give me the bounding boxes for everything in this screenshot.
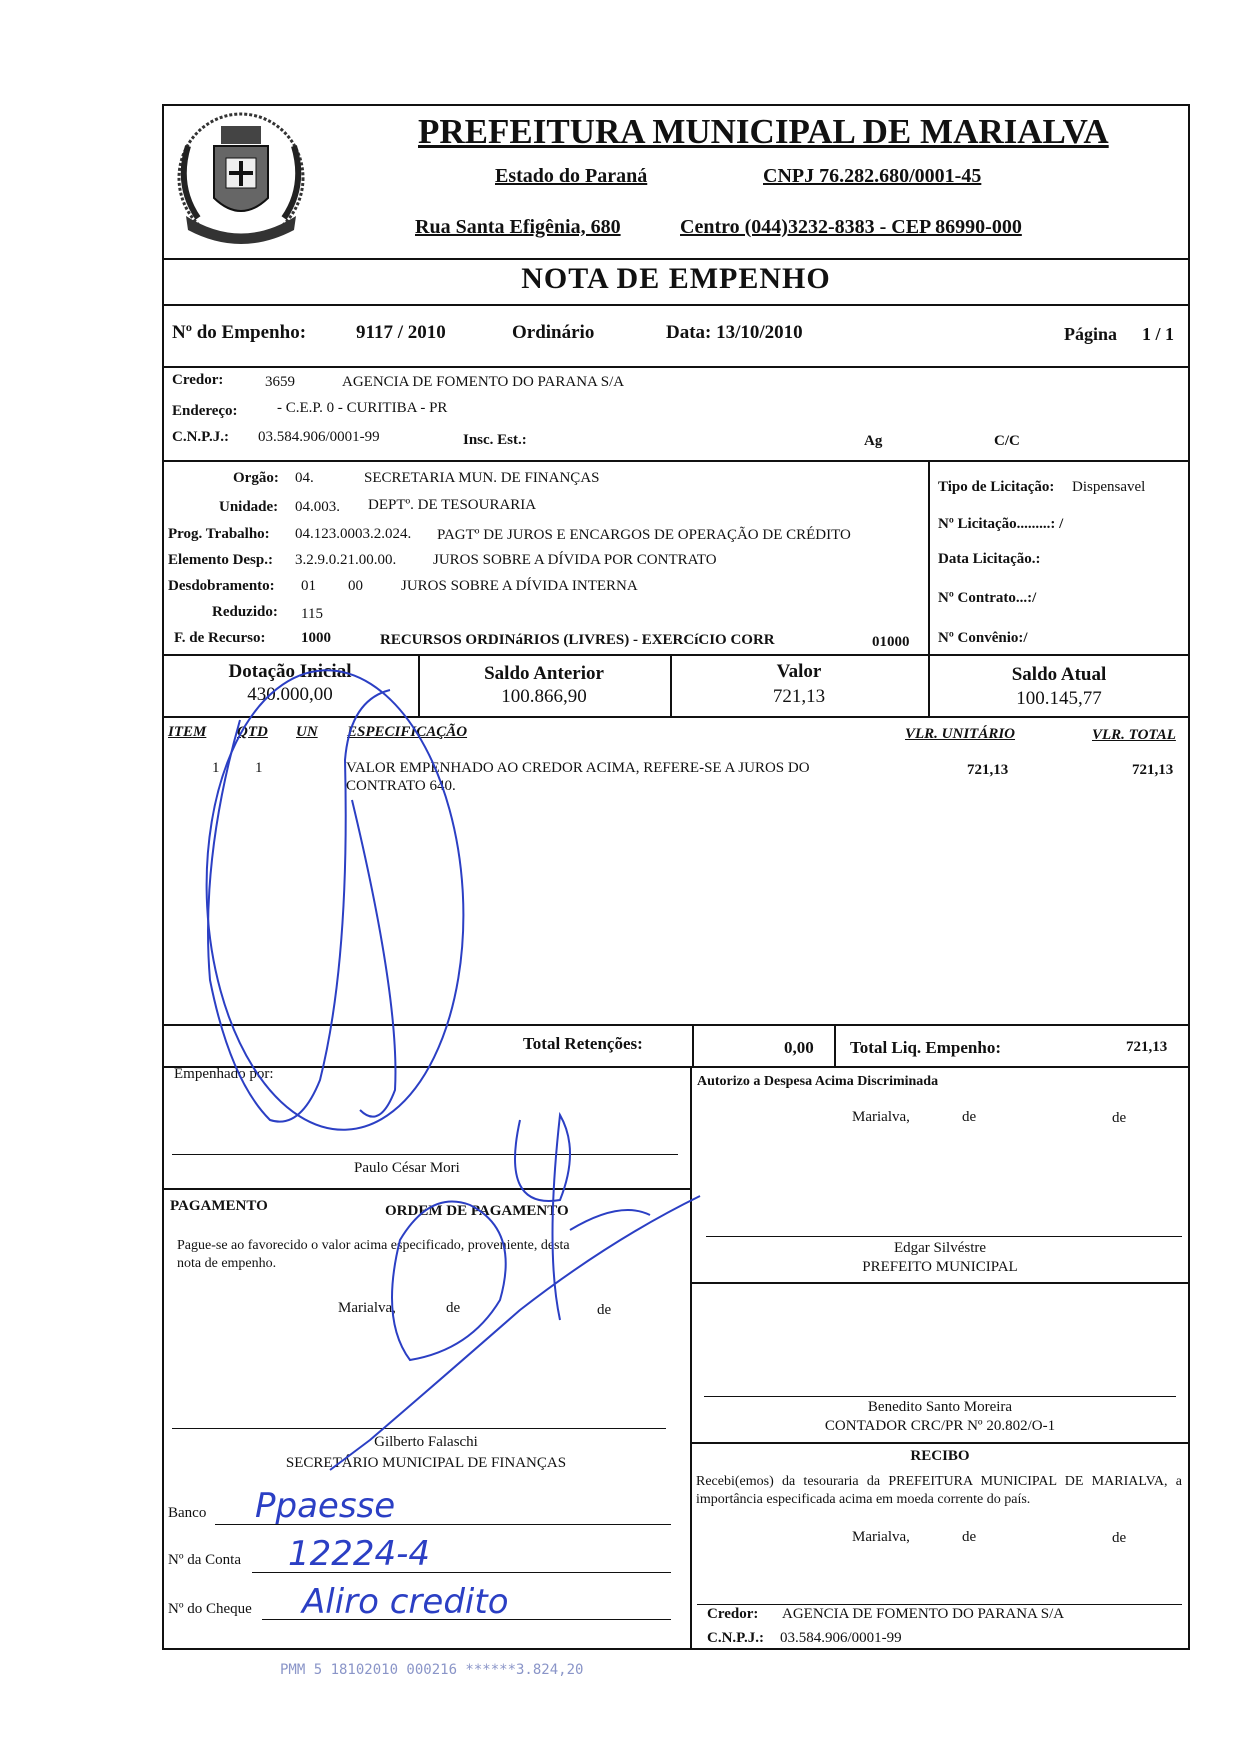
item-description-cont: CONTRATO 640.: [346, 778, 456, 794]
item-qtd: 1: [255, 760, 263, 776]
cc-label: C/C: [994, 433, 1020, 449]
contador-name: Benedito Santo Moreira: [867, 1399, 1013, 1415]
pagamento-label: PAGAMENTO: [170, 1198, 268, 1214]
col-qtd: QTD: [237, 724, 268, 740]
item-description: VALOR EMPENHADO AO CREDOR ACIMA, REFERE-SE A JUROS DO: [346, 760, 810, 776]
col-item: ITEM: [168, 724, 207, 740]
desdobramento-b: 00: [348, 578, 363, 594]
cnpj-label: CNPJ 76.282.680/0001-45: [763, 165, 982, 187]
elemento-name: JUROS SOBRE A DÍVIDA POR CONTRATO: [433, 552, 717, 568]
pagamento-place: Marialva,: [338, 1300, 396, 1316]
recibo-credor-label: Credor:: [707, 1606, 759, 1622]
empenhado-por-name: Paulo César Mori: [354, 1160, 460, 1176]
unidade-name: DEPTº. DE TESOURARIA: [368, 497, 537, 513]
recibo-de-2: de: [1112, 1530, 1127, 1546]
total-liquido-label: Total Liq. Empenho:: [850, 1038, 1001, 1057]
reduzido-label: Reduzido:: [212, 604, 278, 620]
divider: [162, 304, 1190, 306]
reduzido-value: 115: [301, 606, 323, 622]
divider: [834, 1024, 836, 1066]
saldo-anterior-label: Saldo Anterior: [484, 663, 604, 684]
divider: [690, 1442, 1190, 1444]
page-number: 1 / 1: [1142, 324, 1175, 344]
recibo-cnpj-label: C.N.P.J.:: [707, 1630, 764, 1646]
saldo-anterior-value: 100.866,90: [501, 686, 587, 707]
elemento-code: 3.2.9.0.21.00.00.: [295, 552, 397, 568]
signature-line: [704, 1396, 1176, 1397]
col-especificacao: ESPECIFICAÇÃO: [347, 724, 468, 740]
dotacao-value: 430.000,00: [247, 684, 333, 705]
pagamento-de-1: de: [446, 1300, 461, 1316]
orgao-label: Orgão:: [233, 470, 279, 486]
credor-address: - C.E.P. 0 - CURITIBA - PR: [277, 400, 448, 416]
page-label: Página: [1064, 324, 1118, 344]
autorizo-label: Autorizo a Despesa Acima Discriminada: [697, 1074, 939, 1089]
recibo-place: Marialva,: [852, 1529, 910, 1545]
recurso-code: 1000: [301, 630, 331, 646]
licitacao-date: Data Licitação.:: [938, 551, 1041, 567]
ag-label: Ag: [864, 433, 883, 449]
ordem-pagamento-label: ORDEM DE PAGAMENTO: [385, 1203, 569, 1219]
col-vlr-unitario: VLR. UNITÁRIO: [905, 726, 1016, 742]
total-liquido-value: 721,13: [1126, 1039, 1168, 1055]
valor-label: Valor: [776, 661, 822, 682]
recibo-de-1: de: [962, 1529, 977, 1545]
contact-line: Centro (044)3232-8383 - CEP 86990-000: [680, 216, 1022, 238]
empenho-number: 9117 / 2010: [356, 322, 446, 343]
item-number: 1: [212, 760, 220, 776]
recibo-text: Recebi(emos) da tesouraria da PREFEITURA MUNICIPAL DE MARIALVA, a importância especificada acima em moeda corrente do país.: [696, 1474, 1182, 1507]
secretario-title: SECRETÁRIO MUNICIPAL DE FINANÇAS: [285, 1455, 567, 1471]
prog-code: 04.123.0003.2.024.: [295, 526, 412, 542]
total-retencoes-value: 0,00: [784, 1038, 814, 1057]
unidade-code: 04.003.: [295, 499, 340, 515]
municipality-title: PREFEITURA MUNICIPAL DE MARIALVA: [418, 112, 1109, 151]
recurso-number: 01000: [872, 634, 910, 650]
prog-name: PAGTº DE JUROS E ENCARGOS DE OPERAÇÃO DE CRÉDITO: [437, 527, 851, 543]
signature-line: [697, 1604, 1182, 1605]
divider: [690, 1066, 692, 1650]
tipo-licitacao-value: Dispensavel: [1072, 479, 1146, 495]
street-address: Rua Santa Efigênia, 680: [415, 216, 621, 238]
empenhado-por-label: Empenhado por:: [174, 1066, 274, 1082]
banco-label: Banco: [168, 1505, 207, 1521]
divider: [690, 1282, 1190, 1284]
divider: [162, 1066, 1190, 1068]
signature-line: [706, 1236, 1182, 1237]
autorizo-place: Marialva,: [852, 1109, 910, 1125]
divider: [162, 716, 1190, 718]
convenio-number: Nº Convênio:/: [938, 630, 1028, 646]
banco-handwritten: Ppaesse: [255, 1486, 396, 1526]
pagamento-text: Pague-se ao favorecido o valor acima especificado, proveniente, desta: [177, 1238, 570, 1253]
credor-name: AGENCIA DE FOMENTO DO PARANA S/A: [342, 374, 625, 390]
saldo-atual-label: Saldo Atual: [1011, 664, 1107, 685]
prefeito-title: PREFEITO MUNICIPAL: [862, 1259, 1018, 1275]
orgao-name: SECRETARIA MUN. DE FINANÇAS: [364, 470, 600, 486]
col-vlr-total: VLR. TOTAL: [1092, 727, 1176, 743]
desdobramento-label: Desdobramento:: [168, 578, 275, 594]
total-retencoes-label: Total Retenções:: [523, 1034, 643, 1053]
contador-title: CONTADOR CRC/PR Nº 20.802/O-1: [824, 1418, 1056, 1434]
autorizo-de-1: de: [962, 1109, 977, 1125]
divider: [928, 460, 930, 654]
item-unit-value: 721,13: [967, 762, 1009, 778]
prog-label: Prog. Trabalho:: [168, 526, 270, 542]
licitacao-number: Nº Licitação.........: /: [938, 516, 1064, 532]
pagamento-de-2: de: [597, 1302, 612, 1318]
divider: [692, 1024, 694, 1066]
autorizo-de-2: de: [1112, 1110, 1127, 1126]
signature-line: [172, 1154, 678, 1155]
divider: [162, 1188, 690, 1190]
conta-handwritten: 12224-4: [288, 1534, 431, 1574]
empenho-type: Ordinário: [512, 322, 595, 343]
insc-label: Insc. Est.:: [463, 432, 527, 448]
item-total-value: 721,13: [1132, 762, 1174, 778]
divider: [162, 366, 1190, 368]
recibo-credor-name: AGENCIA DE FOMENTO DO PARANA S/A: [782, 1606, 1065, 1622]
credor-code: 3659: [265, 374, 295, 390]
address-label: Endereço:: [172, 403, 238, 419]
prefeito-name: Edgar Silvéstre: [893, 1240, 987, 1256]
recibo-title: RECIBO: [910, 1448, 970, 1464]
contrato-number: Nº Contrato...:/: [938, 590, 1037, 606]
coat-of-arms-seal: [166, 106, 316, 256]
elemento-label: Elemento Desp.:: [168, 552, 273, 568]
credor-cnpj: 03.584.906/0001-99: [258, 429, 380, 445]
secretario-name: Gilberto Falaschi: [374, 1434, 478, 1450]
credor-label: Credor:: [172, 372, 224, 388]
unidade-label: Unidade:: [219, 499, 279, 515]
orgao-code: 04.: [295, 470, 314, 486]
saldo-atual-value: 100.145,77: [1016, 688, 1102, 709]
dotacao-label: Dotação Inicial: [228, 661, 352, 682]
cheque-label: Nº do Cheque: [168, 1601, 252, 1617]
document-title: NOTA DE EMPENHO: [521, 262, 831, 295]
recurso-label: F. de Recurso:: [174, 630, 266, 646]
state-label: Estado do Paraná: [495, 165, 648, 187]
divider: [162, 258, 1190, 260]
divider: [162, 1024, 1190, 1026]
cnpj-label: C.N.P.J.:: [172, 429, 229, 445]
tipo-licitacao-label: Tipo de Licitação:: [938, 479, 1055, 495]
conta-label: Nº da Conta: [168, 1552, 241, 1568]
desdobramento-a: 01: [301, 578, 316, 594]
cheque-handwritten: Aliro credito: [302, 1582, 509, 1622]
desdobramento-name: JUROS SOBRE A DÍVIDA INTERNA: [401, 578, 638, 594]
pagamento-text-cont: nota de empenho.: [177, 1256, 277, 1271]
signature-line: [172, 1428, 666, 1429]
recurso-name: RECURSOS ORDINáRIOS (LIVRES) - EXERCíCIO CORR: [380, 632, 775, 648]
mechanical-stamp: PMM 5 18102010 000216 ******3.824,20: [280, 1662, 584, 1678]
recibo-cnpj: 03.584.906/0001-99: [780, 1630, 902, 1646]
empenho-number-label: Nº do Empenho:: [172, 322, 307, 343]
empenho-date: Data: 13/10/2010: [666, 322, 803, 343]
valor-value: 721,13: [772, 686, 826, 707]
divider: [162, 460, 1190, 462]
col-un: UN: [296, 724, 318, 740]
divider: [162, 654, 1190, 656]
